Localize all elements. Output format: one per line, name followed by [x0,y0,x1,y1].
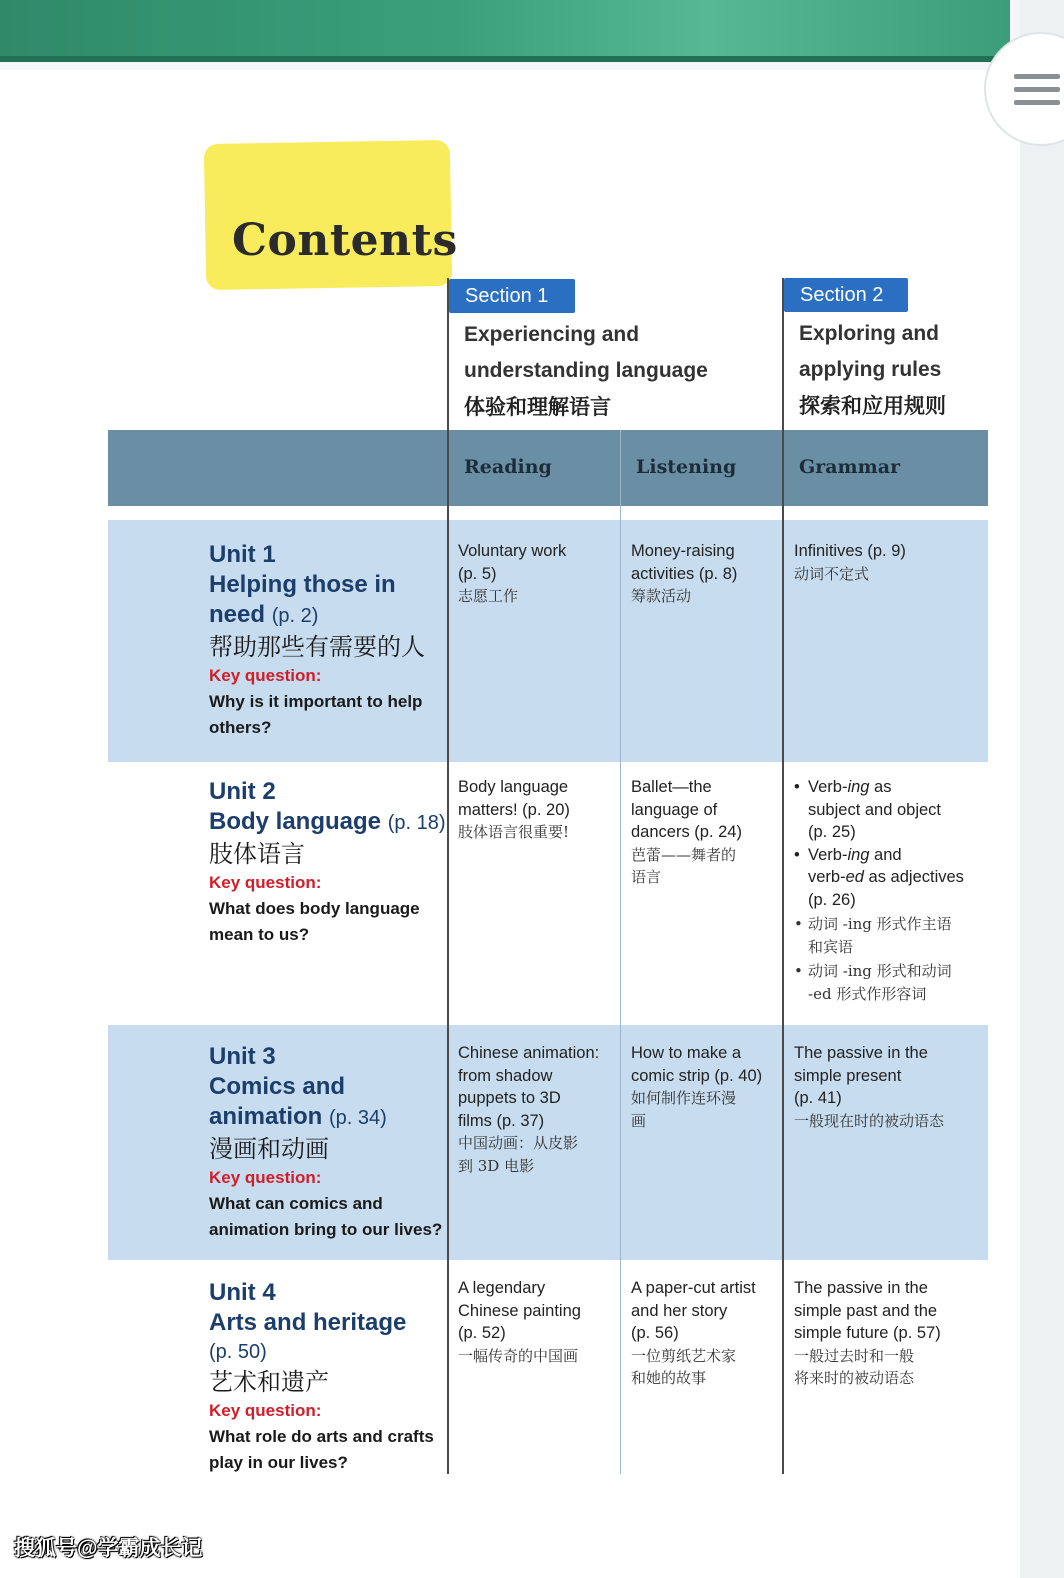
unit-2-reading [458,776,616,844]
cell-cn-line: 语言 [631,868,662,886]
cell-line: Chinese animation: [458,1044,600,1062]
section-2-tab: Section 2 [784,278,908,312]
cell-line: comic strip (p. 40) [631,1066,763,1085]
key-question-text: mean to us? [209,925,310,944]
cell-line: A paper-cut artist [631,1279,756,1297]
cell-line: The passive in the [794,1044,928,1062]
section-2-cn: 探索和应用规则 [799,393,946,418]
col-listening: Listening [636,456,737,478]
unit-4-listening [631,1277,779,1390]
unit-name: Arts and heritage [209,1309,407,1336]
key-question-text: Why is it important to help [209,692,423,711]
unit-number: Unit 1 [209,541,276,568]
unit-number: Unit 3 [209,1043,276,1070]
cell-line: activities (p. 8) [631,564,738,583]
cell-text: ing [847,778,870,796]
unit-1-grammar [794,540,984,585]
cell-text: and [869,845,902,864]
page-title: Contents [232,215,458,266]
unit-1-title-cell [209,540,447,741]
key-question-label: Key question: [209,1401,322,1420]
unit-cn-name: 艺术和遗产 [209,1368,329,1396]
unit-cn-name: 帮助那些有需要的人 [209,633,425,661]
unit-name: need [209,601,266,628]
divider-line [447,278,449,1474]
cell-text: as [869,778,892,796]
key-question-label: Key question: [209,1168,322,1187]
unit-3-title-cell [209,1042,447,1243]
section-1-tab: Section 1 [449,279,575,313]
cell-cn-line: 一幅传奇的中国画 [458,1346,579,1365]
cell-cn-line: • 动词 -ing 形式和动词 [808,962,952,980]
cell-line: How to make a [631,1044,742,1062]
cell-cn-line: 画 [631,1111,647,1130]
cell-line: (p. 56) [631,1324,679,1342]
unit-number: Unit 2 [209,778,276,805]
unit-name: animation [209,1103,323,1130]
divider-line [620,430,621,1474]
cell-cn-line: 一位剪纸艺术家 [631,1346,737,1365]
watermark: 搜狐号@学霸成长记 [14,1537,203,1560]
unit-page: (p. 2) [271,605,319,627]
cell-line: Voluntary work [458,542,567,560]
cell-text: Verb- [808,845,848,864]
cell-cn-line: 如何制作连环漫 [631,1089,737,1107]
unit-cn-name: 肢体语言 [209,840,305,868]
cell-line: (p. 52) [458,1324,506,1342]
cell-line: matters! (p. 20) [458,800,570,819]
cell-line: Infinitives (p. 9) [794,542,906,560]
unit-number: Unit 4 [209,1279,276,1306]
col-reading: Reading [464,456,552,478]
cell-text: Verb- [808,778,848,796]
key-question-label: Key question: [209,666,322,685]
page-edge [1020,0,1064,1578]
cell-line: A legendary [458,1279,546,1297]
key-question-text: What does body language [209,899,420,918]
cell-line: Ballet—the [631,778,712,796]
unit-2-listening [631,776,779,889]
cell-cn-line: 一般过去时和一般 [794,1346,915,1365]
section-2-line2: applying rules [799,358,942,381]
cell-line: simple past and the [794,1301,938,1320]
cell-line: Money-raising [631,542,735,560]
cell-line: (p. 41) [794,1089,842,1107]
key-question-text: What can comics and [209,1194,383,1213]
unit-3-listening [631,1042,779,1132]
cell-cn-line: 和她的故事 [631,1369,707,1387]
cell-cn-line: 志愿工作 [458,587,519,605]
col-grammar: Grammar [799,456,901,478]
cell-line: (p. 25) [808,823,856,841]
cell-text: as adjectives [863,868,964,886]
unit-3-reading [458,1042,618,1177]
unit-3-grammar [794,1042,984,1132]
cell-cn-line: 和宾语 [808,937,854,956]
section-1-cn: 体验和理解语言 [464,394,611,419]
cell-line: from shadow [458,1066,553,1085]
cell-cn-line: 一般现在时的被动语态 [794,1111,945,1130]
section-2-line1: Exploring and [799,322,940,345]
section-1-line2: understanding language [464,359,708,382]
cell-cn-line: 动词不定式 [794,564,870,583]
cell-line: puppets to 3D [458,1089,561,1107]
cell-cn-line: • 动词 -ing 形式作主语 [808,915,952,933]
cell-line: The passive in the [794,1279,928,1297]
cell-line: simple present [794,1066,902,1085]
cell-line: Chinese painting [458,1301,581,1320]
unit-2-title-cell [209,777,447,948]
unit-name: Helping those in [209,571,396,598]
key-question-text: play in our lives? [209,1453,348,1472]
grammar-bullet [794,913,984,958]
cell-line: simple future (p. 57) [794,1324,941,1342]
cell-cn-line: 到 3D 电影 [458,1156,535,1175]
cell-text: ed [845,868,864,886]
unit-page: (p. 34) [329,1107,387,1129]
section-2-title [799,316,946,424]
cell-line: (p. 5) [458,564,497,583]
key-question-text: animation bring to our lives? [209,1220,443,1239]
grammar-bullet [794,844,984,912]
grammar-bullet [794,960,984,1005]
cell-line: (p. 26) [808,890,856,909]
cell-line: language of [631,800,718,819]
divider-line [782,278,784,1474]
cell-cn-line: -ed 形式作形容词 [808,984,927,1003]
unit-4-reading [458,1277,618,1367]
unit-cn-name: 漫画和动画 [209,1135,329,1163]
unit-name: Body language [209,808,382,835]
unit-name: Comics and [209,1073,346,1100]
unit-4-grammar [794,1277,984,1390]
cell-cn-line: 芭蕾——舞者的 [631,845,737,864]
top-banner [0,0,1010,62]
unit-page: (p. 18) [387,812,446,834]
key-question-label: Key question: [209,873,322,892]
unit-4-title-cell [209,1278,447,1476]
cell-line: Body language [458,778,569,796]
cell-line: dancers (p. 24) [631,823,742,841]
grammar-bullet [794,776,984,844]
cell-cn-line: 中国动画：从皮影 [458,1134,579,1152]
section-1-title [464,317,708,425]
key-question-text: others? [209,718,272,737]
cell-line: films (p. 37) [458,1111,545,1130]
unit-page: (p. 50) [209,1341,267,1363]
cell-line: and her story [631,1301,728,1320]
unit-1-reading [458,540,616,608]
cell-cn-line: 肢体语言很重要! [458,823,570,841]
section-1-line1: Experiencing and [464,323,640,346]
cell-text: verb- [808,868,846,886]
unit-2-grammar [794,776,984,1005]
unit-1-listening [631,540,779,608]
cell-text: ing [847,845,870,864]
cell-cn-line: 筹款活动 [631,587,692,605]
cell-cn-line: 将来时的被动语态 [794,1369,915,1387]
key-question-text: What role do arts and crafts [209,1427,434,1446]
cell-line: subject and object [808,800,942,819]
